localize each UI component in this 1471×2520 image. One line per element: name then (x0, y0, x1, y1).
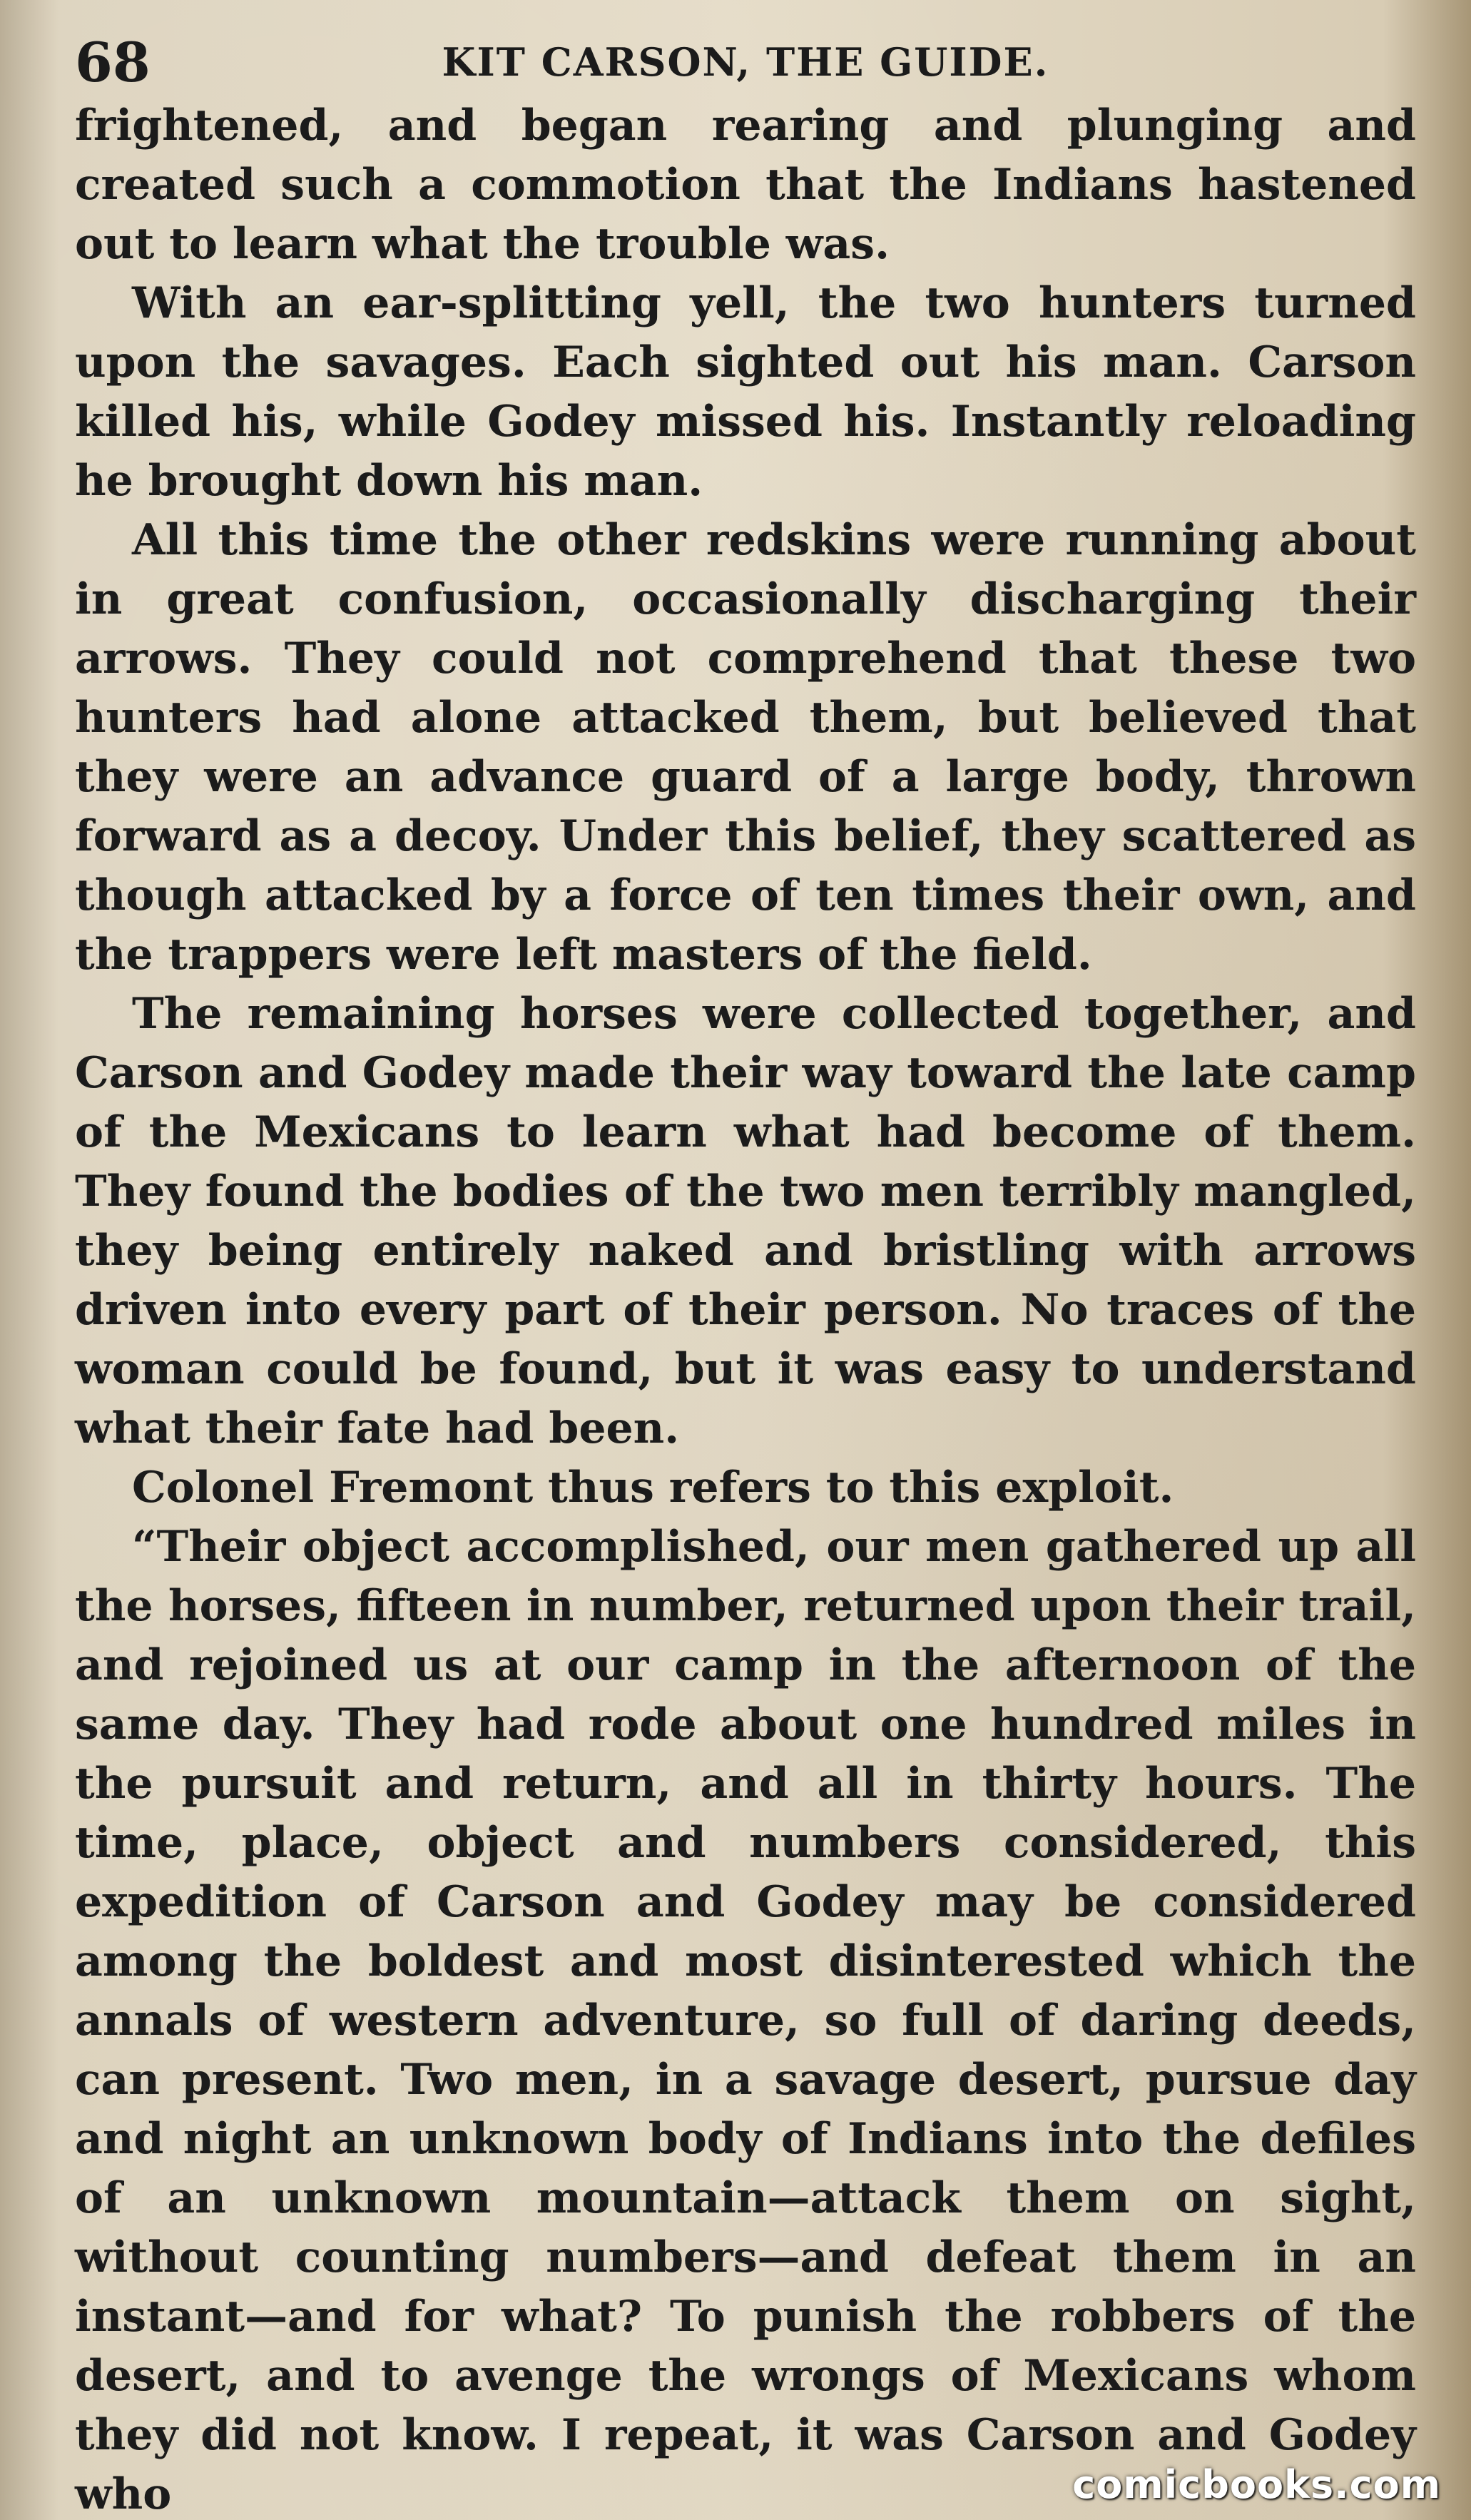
running-title: KIT CARSON, THE GUIDE. (442, 39, 1049, 85)
running-head (75, 29, 1416, 96)
paragraph-4: The remaining horses were collected together, and Carson and Godey made their way toward the late camp of the Mexicans to learn what had become of them. They found the bodies of the two men terribly mangled, they being entirely naked and bristling with arrows driven into every part of their person. No traces of the woman could be found, but it was easy to understand what their fate had been. (75, 989, 1416, 1453)
paragraph-1: frightened, and began rearing and plunging and created such a commotion that the Indians hastened out to learn what the trouble was. (75, 101, 1416, 269)
page-number: 68 (75, 31, 151, 94)
watermark: comicbooks.com (1072, 2462, 1441, 2507)
paragraph-3: All this time the other redskins were running about in great confusion, occasionally discharging their arrows. They could not comprehend that these two hunters had alone attacked them, but believed that they were an advance guard of a large body, thrown forward as a decoy. Under this belief, they scattered as though attacked by a force of ten times their own, and the trappers were left masters of the field. (75, 515, 1416, 980)
paragraph-6: “Their object accomplished, our men gathered up all the horses, fifteen in number, returned upon their trail, and rejoined us at our camp in the afternoon of the same day. They had rode about one hundred miles in the pursuit and return, and all in thirty hours. The time, place, object and numbers considered, this expedition of Carson and Godey may be considered among the boldest and most disinterested which the annals of western adventure, so full of daring deeds, can present. Two men, in a savage desert, pursue day and night an unknown body of Indians into the defiles of an unknown mountain—attack them on sight, without counting numbers—and defeat them in an instant—and for what? To punish the robbers of the desert, and to avenge the wrongs of Mexicans whom they did not know. I repeat, it was Carson and Godey who (75, 1522, 1416, 2519)
paragraph-2: With an ear-splitting yell, the two hunters turned upon the savages. Each sighted out his man. Carson killed his, while Godey missed his. Instantly reloading he brought down his man. (75, 278, 1416, 506)
paragraph-5: Colonel Fremont thus refers to this exploit. (132, 1463, 1174, 1513)
body-text (75, 96, 1416, 2520)
